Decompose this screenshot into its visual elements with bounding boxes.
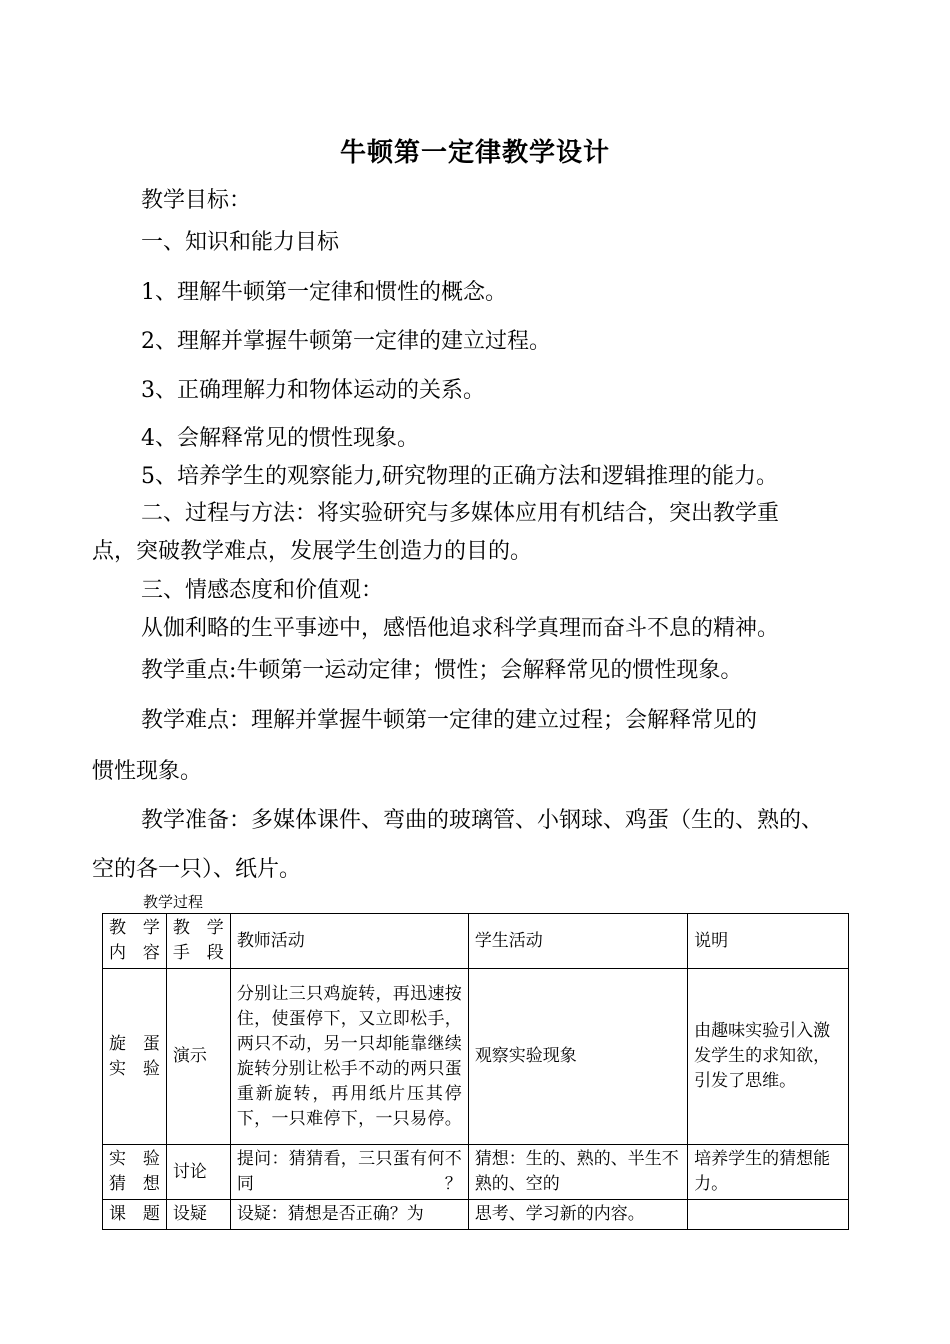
paragraph-knowledge-goal: 一、知识和能力目标 xyxy=(141,230,340,255)
cell-student-activity: 思考、学习新的内容。 xyxy=(468,1200,687,1230)
paragraph-key-points: 教学重点:牛顿第一运动定律；惯性；会解释常见的惯性现象。 xyxy=(141,658,743,683)
cell-teacher-activity: 设疑：猜想是否正确？为 xyxy=(230,1200,468,1230)
cell-student-activity: 观察实验现象 xyxy=(468,969,687,1145)
paragraph-item-4: 4、会解释常见的惯性现象。 xyxy=(141,426,419,451)
cell-notes xyxy=(688,1200,849,1230)
teaching-process-table xyxy=(102,913,849,1230)
table-row xyxy=(103,1145,849,1200)
paragraph-preparation-cont: 空的各一只）、纸片。 xyxy=(92,857,302,882)
header-teacher-activity: 教师活动 xyxy=(230,914,468,969)
paragraph-process-method-cont: 点，突破教学难点，发展学生创造力的目的。 xyxy=(92,539,533,564)
header-means: 教学手段 xyxy=(166,914,230,969)
cell-means: 演示 xyxy=(166,969,230,1145)
header-student-activity: 学生活动 xyxy=(468,914,687,969)
cell-notes: 由趣味实验引入激发学生的求知欲，引发了思维。 xyxy=(688,969,849,1145)
cell-teacher-activity: 分别让三只鸡旋转，再迅速按住，使蛋停下，又立即松手，两只不动，另一只却能靠继续旋转分别让松手不动的两只蛋重新旋转，再用纸片压其停下，一只难停下，一只易停。 xyxy=(230,969,468,1145)
paragraph-difficulties-cont: 惯性现象。 xyxy=(92,759,203,784)
paragraph-emotion-values: 三、情感态度和价值观： xyxy=(141,578,384,603)
cell-notes: 培养学生的猜想能力。 xyxy=(688,1145,849,1200)
cell-teacher-activity: 提问：猜猜看，三只蛋有何不同？ xyxy=(230,1145,468,1200)
table-row xyxy=(103,969,849,1145)
paragraph-preparation: 教学准备：多媒体课件、弯曲的玻璃管、小钢球、鸡蛋（生的、熟的、 xyxy=(141,808,824,833)
document-title: 牛顿第一定律教学设计 xyxy=(339,138,610,168)
paragraph-item-1: 1、理解牛顿第一定律和惯性的概念。 xyxy=(141,280,507,305)
cell-content: 旋蛋实验 xyxy=(103,969,167,1145)
table-caption: 教学过程 xyxy=(143,893,204,911)
header-notes: 说明 xyxy=(688,914,849,969)
cell-content: 实验猜想 xyxy=(103,1145,167,1200)
table-header-row xyxy=(103,914,849,969)
cell-means: 设疑 xyxy=(166,1200,230,1230)
cell-content: 课题 xyxy=(103,1200,167,1230)
header-content: 教学内容 xyxy=(103,914,167,969)
cell-means: 讨论 xyxy=(166,1145,230,1200)
paragraph-item-5: 5、培养学生的观察能力,研究物理的正确方法和逻辑推理的能力。 xyxy=(141,464,778,489)
paragraph-item-3: 3、正确理解力和物体运动的关系。 xyxy=(141,378,485,403)
paragraph-galileo: 从伽利略的生平事迹中，感悟他追求科学真理而奋斗不息的精神。 xyxy=(141,616,780,641)
paragraph-teaching-goals: 教学目标： xyxy=(141,188,252,213)
paragraph-process-method: 二、过程与方法：将实验研究与多媒体应用有机结合，突出教学重 xyxy=(141,501,780,526)
paragraph-difficulties: 教学难点：理解并掌握牛顿第一定律的建立过程；会解释常见的 xyxy=(141,708,758,733)
paragraph-item-2: 2、理解并掌握牛顿第一定律的建立过程。 xyxy=(141,329,551,354)
cell-student-activity: 猜想：生的、熟的、半生不熟的、空的 xyxy=(468,1145,687,1200)
table-row xyxy=(103,1200,849,1230)
